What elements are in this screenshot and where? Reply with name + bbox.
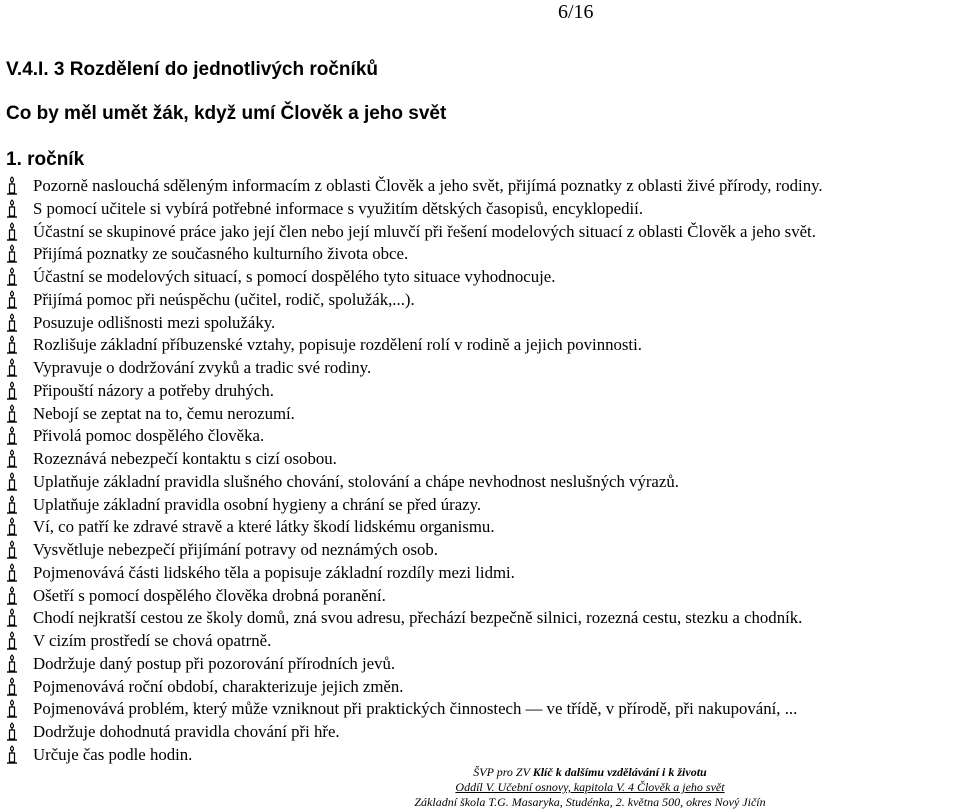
page-footer [380, 765, 800, 810]
outcome-list-item [0, 243, 960, 266]
candle-bullet-icon [5, 699, 19, 719]
outcome-text: Vypravuje o dodržování zvyků a tradic své rodiny. [33, 358, 372, 377]
page-number: 6/16 [558, 1, 594, 23]
outcome-list-item [0, 266, 960, 289]
candle-bullet-icon [5, 199, 19, 219]
outcome-text: Ví, co patří ke zdravé stravě a které látky škodí lidskému organismu. [33, 517, 495, 537]
outcome-text: Připouští názory a potřeby druhých. [33, 380, 274, 400]
outcome-text: Pozorně naslouchá sděleným informacím z oblasti Člověk a jeho svět, přijímá poznatky z oblasti živé přírody, rodiny. [33, 176, 823, 195]
outcome-text: Pojmenovává problém, který může vzniknout při praktických činnostech — ve třídě, v přírodě, při nakupování, ... [33, 699, 798, 719]
outcome-text: Chodí nejkratší cestou ze školy domů, zná svou adresu, přechází bezpečně silnici, rozezná cestu, stezku a chodník. [33, 608, 803, 628]
outcome-list-item [0, 221, 960, 244]
outcome-text: Přivolá pomoc dospělého člověka. [33, 426, 265, 446]
candle-bullet-icon [5, 495, 19, 515]
outcome-list-item [0, 175, 960, 198]
footer-school-line: Základní škola T.G. Masaryka, Studénka, 2. května 500, okres Nový Jičín [414, 795, 766, 809]
outcome-text: Účastní se modelových situací, s pomocí dospělého tyto situace vyhodnocuje. [33, 267, 556, 286]
outcome-text: Přijímá pomoc při neúspěchu (učitel, rodič, spolužák,...). [33, 289, 415, 309]
outcome-list-item [0, 289, 960, 312]
outcome-list-item [0, 198, 960, 221]
candle-bullet-icon [5, 244, 19, 264]
candle-bullet-icon [5, 449, 19, 469]
outcome-list-item [0, 721, 960, 744]
candle-bullet-icon [5, 563, 19, 583]
candle-bullet-icon [5, 540, 19, 560]
candle-bullet-icon [5, 631, 19, 651]
candle-bullet-icon [5, 426, 19, 446]
outcome-text: Dodržuje dohodnutá pravidla chování při hře. [33, 722, 340, 741]
outcome-list-item [0, 562, 960, 585]
candle-bullet-icon [5, 176, 19, 196]
outcome-list-item [0, 516, 960, 539]
outcome-list-item [0, 585, 960, 608]
candle-bullet-icon [5, 313, 19, 333]
outcome-text: S pomocí učitele si vybírá potřebné informace s využitím dětských časopisů, encyklopedií. [33, 198, 644, 218]
outcome-list-item [0, 607, 960, 630]
candle-bullet-icon [5, 358, 19, 378]
candle-bullet-icon [5, 222, 19, 242]
candle-bullet-icon [5, 745, 19, 765]
footer-program-line [380, 765, 800, 780]
outcome-list-item [0, 676, 960, 699]
outcome-list-item [0, 312, 960, 335]
footer-program-motto: Klíč k dalšímu vzdělávání i k životu [532, 765, 707, 779]
candle-bullet-icon [5, 722, 19, 742]
outcome-text: Dodržuje daný postup při pozorování přírodních jevů. [33, 653, 396, 673]
candle-bullet-icon [5, 267, 19, 287]
outcome-text: Vysvětluje nebezpečí přijímání potravy od neznámých osob. [33, 540, 438, 559]
outcome-text: Účastní se skupinové práce jako její člen nebo její mluvčí při řešení modelových situací z oblasti Člověk a jeho svět. [33, 221, 816, 241]
candle-bullet-icon [5, 654, 19, 674]
outcome-text: Rozlišuje základní příbuzenské vztahy, popisuje rozdělení rolí v rodině a jejich povinnosti. [33, 335, 642, 355]
outcome-text: Uplatňuje základní pravidla slušného chování, stolování a chápe nevhodnost neslušných výrazů. [33, 471, 679, 491]
outcome-list-item [0, 334, 960, 357]
outcome-list-item [0, 380, 960, 403]
outcome-list-item [0, 539, 960, 562]
candle-bullet-icon [5, 586, 19, 606]
candle-bullet-icon [5, 472, 19, 492]
candle-bullet-icon [5, 677, 19, 697]
candle-bullet-icon [5, 335, 19, 355]
candle-bullet-icon [5, 290, 19, 310]
grade-heading: 1. ročník [6, 149, 85, 170]
outcome-text: Rozeznává nebezpečí kontaktu s cizí osobou. [33, 449, 337, 468]
outcome-list-item [0, 425, 960, 448]
outcome-text: Nebojí se zeptat na to, čemu nerozumí. [33, 403, 295, 423]
outcome-list-item [0, 630, 960, 653]
outcome-list-item [0, 471, 960, 494]
outcome-list-item [0, 653, 960, 676]
outcome-list-item [0, 357, 960, 380]
outcome-list [0, 175, 960, 767]
outcome-list-item [0, 744, 960, 767]
outcome-list-item [0, 448, 960, 471]
outcome-text: Přijímá poznatky ze současného kulturního života obce. [33, 244, 409, 264]
outcome-text: Posuzuje odlišnosti mezi spolužáky. [33, 312, 276, 332]
outcome-text: V cizím prostředí se chová opatrně. [33, 631, 272, 650]
candle-bullet-icon [5, 608, 19, 628]
outcome-text: Uplatňuje základní pravidla osobní hygieny a chrání se před úrazy. [33, 494, 482, 514]
outcome-text: Pojmenovává části lidského těla a popisuje základní rozdíly mezi lidmi. [33, 562, 515, 582]
outcome-text: Určuje čas podle hodin. [33, 744, 193, 764]
section-heading: V.4.I. 3 Rozdělení do jednotlivých ročníků [6, 59, 378, 80]
candle-bullet-icon [5, 404, 19, 424]
footer-chapter-line: Oddíl V. Učební osnovy, kapitola V. 4 Člověk a jeho svět [455, 780, 725, 794]
outcome-list-item [0, 494, 960, 517]
outcome-list-item [0, 403, 960, 426]
outcome-list-item [0, 698, 960, 721]
footer-program-prefix: ŠVP pro ZV [473, 765, 533, 779]
outcome-text: Ošetří s pomocí dospělého člověka drobná poranění. [33, 585, 386, 605]
outcome-text: Pojmenovává roční období, charakterizuje jejich změn. [33, 676, 404, 696]
candle-bullet-icon [5, 381, 19, 401]
candle-bullet-icon [5, 517, 19, 537]
subsection-heading: Co by měl umět žák, když umí Člověk a jeho svět [6, 103, 447, 124]
